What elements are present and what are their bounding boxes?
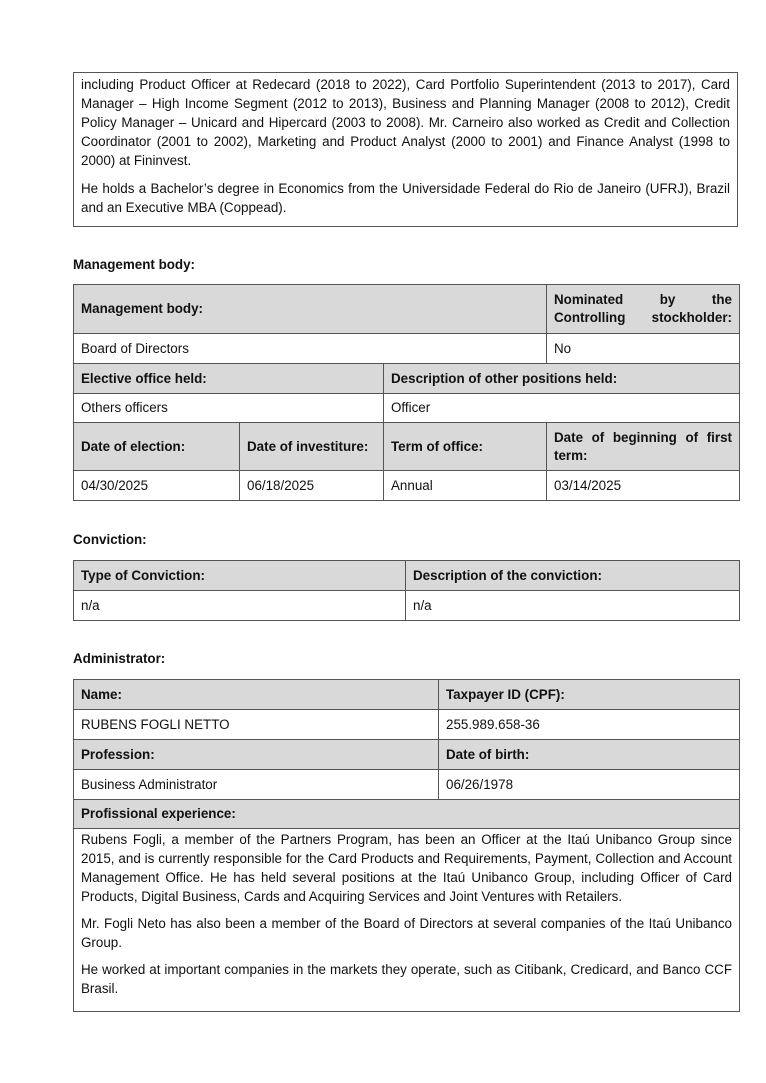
date-investiture-header: Date of investiture:	[240, 423, 384, 471]
conviction-table	[73, 560, 740, 621]
management-body-header: Management body:	[74, 285, 547, 334]
date-election-value: 04/30/2025	[74, 471, 240, 501]
date-first-term-value: 03/14/2025	[547, 471, 740, 501]
experience-paragraph: Mr. Fogli Neto has also been a member of the Board of Directors at several companies of the Itaú Unibanco Group.	[81, 916, 732, 950]
conviction-type-value: n/a	[74, 591, 406, 621]
experience-cell	[74, 829, 740, 1012]
profession-value: Business Administrator	[74, 770, 439, 800]
nominated-value: No	[547, 334, 740, 364]
description-positions-value: Officer	[384, 394, 740, 423]
education-paragraph: He holds a Bachelor’s degree in Economics from the Universidade Federal do Rio de Janeiro (UFRJ), Brazil and an Executive MBA (Coppead).	[81, 181, 730, 215]
experience-paragraph: He worked at important companies in the markets they operate, such as Citibank, Credicard, and Banco CCF Brasil.	[81, 962, 732, 996]
name-value: RUBENS FOGLI NETTO	[74, 710, 439, 740]
conviction-description-header: Description of the conviction:	[406, 561, 740, 591]
term-office-value: Annual	[384, 471, 547, 501]
management-section-title: Management body:	[73, 257, 196, 272]
nominated-header: Nominated by the Controlling stockholder:	[547, 285, 740, 334]
birth-date-value: 06/26/1978	[439, 770, 740, 800]
conviction-type-header: Type of Conviction:	[74, 561, 406, 591]
taxpayer-header: Taxpayer ID (CPF):	[439, 680, 740, 710]
conviction-section-title: Conviction:	[73, 532, 147, 547]
date-first-term-header: Date of beginning of first term:	[547, 423, 740, 471]
date-investiture-value: 06/18/2025	[240, 471, 384, 501]
management-body-value: Board of Directors	[74, 334, 547, 364]
elective-office-value: Others officers	[74, 394, 384, 423]
elective-office-header: Elective office held:	[74, 364, 384, 394]
management-table	[73, 284, 740, 501]
description-positions-header: Description of other positions held:	[384, 364, 740, 394]
date-election-header: Date of election:	[74, 423, 240, 471]
birth-date-header: Date of birth:	[439, 740, 740, 770]
experience-paragraph: including Product Officer at Redecard (2018 to 2022), Card Portfolio Superintendent (2013 to 2017), Card Manager – High Income Segment (2012 to 2013), Business and Planning Manager (2008 to 2012), Credit Policy Manager – Unicard and Hipercard (2003 to 2008). Mr. Carneiro also worked as Credit and Collection Coordinator (2001 to 2002), Marketing and Product Analyst (2000 to 2001) and Finance Analyst (1998 to 2000) at Fininvest.	[81, 77, 730, 168]
conviction-description-value: n/a	[406, 591, 740, 621]
administrator-table	[73, 679, 740, 1012]
administrator-section-title: Administrator:	[73, 651, 166, 666]
profession-header: Profession:	[74, 740, 439, 770]
previous-experience-box	[73, 72, 738, 227]
experience-paragraph: Rubens Fogli, a member of the Partners Program, has been an Officer at the Itaú Unibanco Group since 2015, and is currently responsible for the Card Products and Requirements, Payment, Collection and Account Management Office. He has held several positions at the Itaú Unibanco Group, including Officer of Card Products, Digital Business, Cards and Acquiring Services and Joint Ventures with Retailers.	[81, 832, 732, 904]
taxpayer-value: 255.989.658-36	[439, 710, 740, 740]
experience-header: Profissional experience:	[74, 800, 740, 829]
term-office-header: Term of office:	[384, 423, 547, 471]
name-header: Name:	[74, 680, 439, 710]
